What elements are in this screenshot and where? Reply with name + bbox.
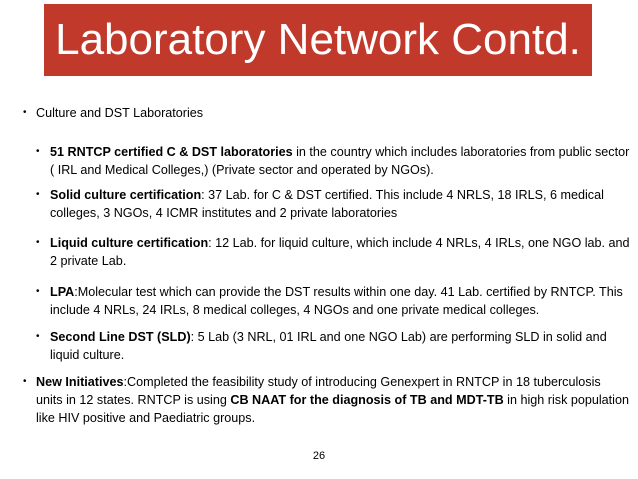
- bullet-item: 51 RNTCP certified C & DST laboratories in the country which includes laboratories from public sector ( IRL and Medical Colleges,) (Private sector and operated by NGOs).: [50, 145, 630, 177]
- slide-title: Laboratory Network Contd.: [55, 15, 581, 64]
- bullet-item: Solid culture certification: 37 Lab. for C & DST certified. This include 4 NRLS, 18 IRLS, 6 medical colleges, 3 NGOs, 4 ICMR institutes and 2 private laboratories: [50, 188, 604, 220]
- bullet-dot-icon: •: [36, 331, 40, 342]
- bullet-item: Culture and DST Laboratories: [36, 106, 204, 120]
- bullet-dot-icon: •: [36, 146, 40, 157]
- bullet-item: Liquid culture certification: 12 Lab. for liquid culture, which include 4 NRLs, 4 IRLs, one NGO lab. and 2 private Lab.: [50, 236, 630, 268]
- bullet-dot-icon: •: [36, 286, 40, 297]
- bullet-item: LPA:Molecular test which can provide the DST results within one day. 41 Lab. certified by RNTCP. This include 4 NRLs, 24 IRLs, 8 medical colleges, 4 NGOs and one private medical colleges.: [50, 285, 623, 317]
- bullet-item: New Initiatives:Completed the feasibility study of introducing Genexpert in RNTCP in 18 tuberculosis units in 12 states. RNTCP is using CB NAAT for the diagnosis of TB and MDT-TB in high risk population like HIV positive and Paediatric groups.: [36, 375, 629, 425]
- page-number: 26: [312, 450, 326, 462]
- bullet-dot-icon: •: [36, 237, 40, 248]
- bullet-dot-icon: •: [23, 107, 27, 118]
- bullet-dot-icon: •: [36, 189, 40, 200]
- bullet-item: Second Line DST (SLD): 5 Lab (3 NRL, 01 IRL and one NGO Lab) are performing SLD in solid and liquid culture.: [50, 330, 607, 362]
- bullet-dot-icon: •: [23, 376, 27, 387]
